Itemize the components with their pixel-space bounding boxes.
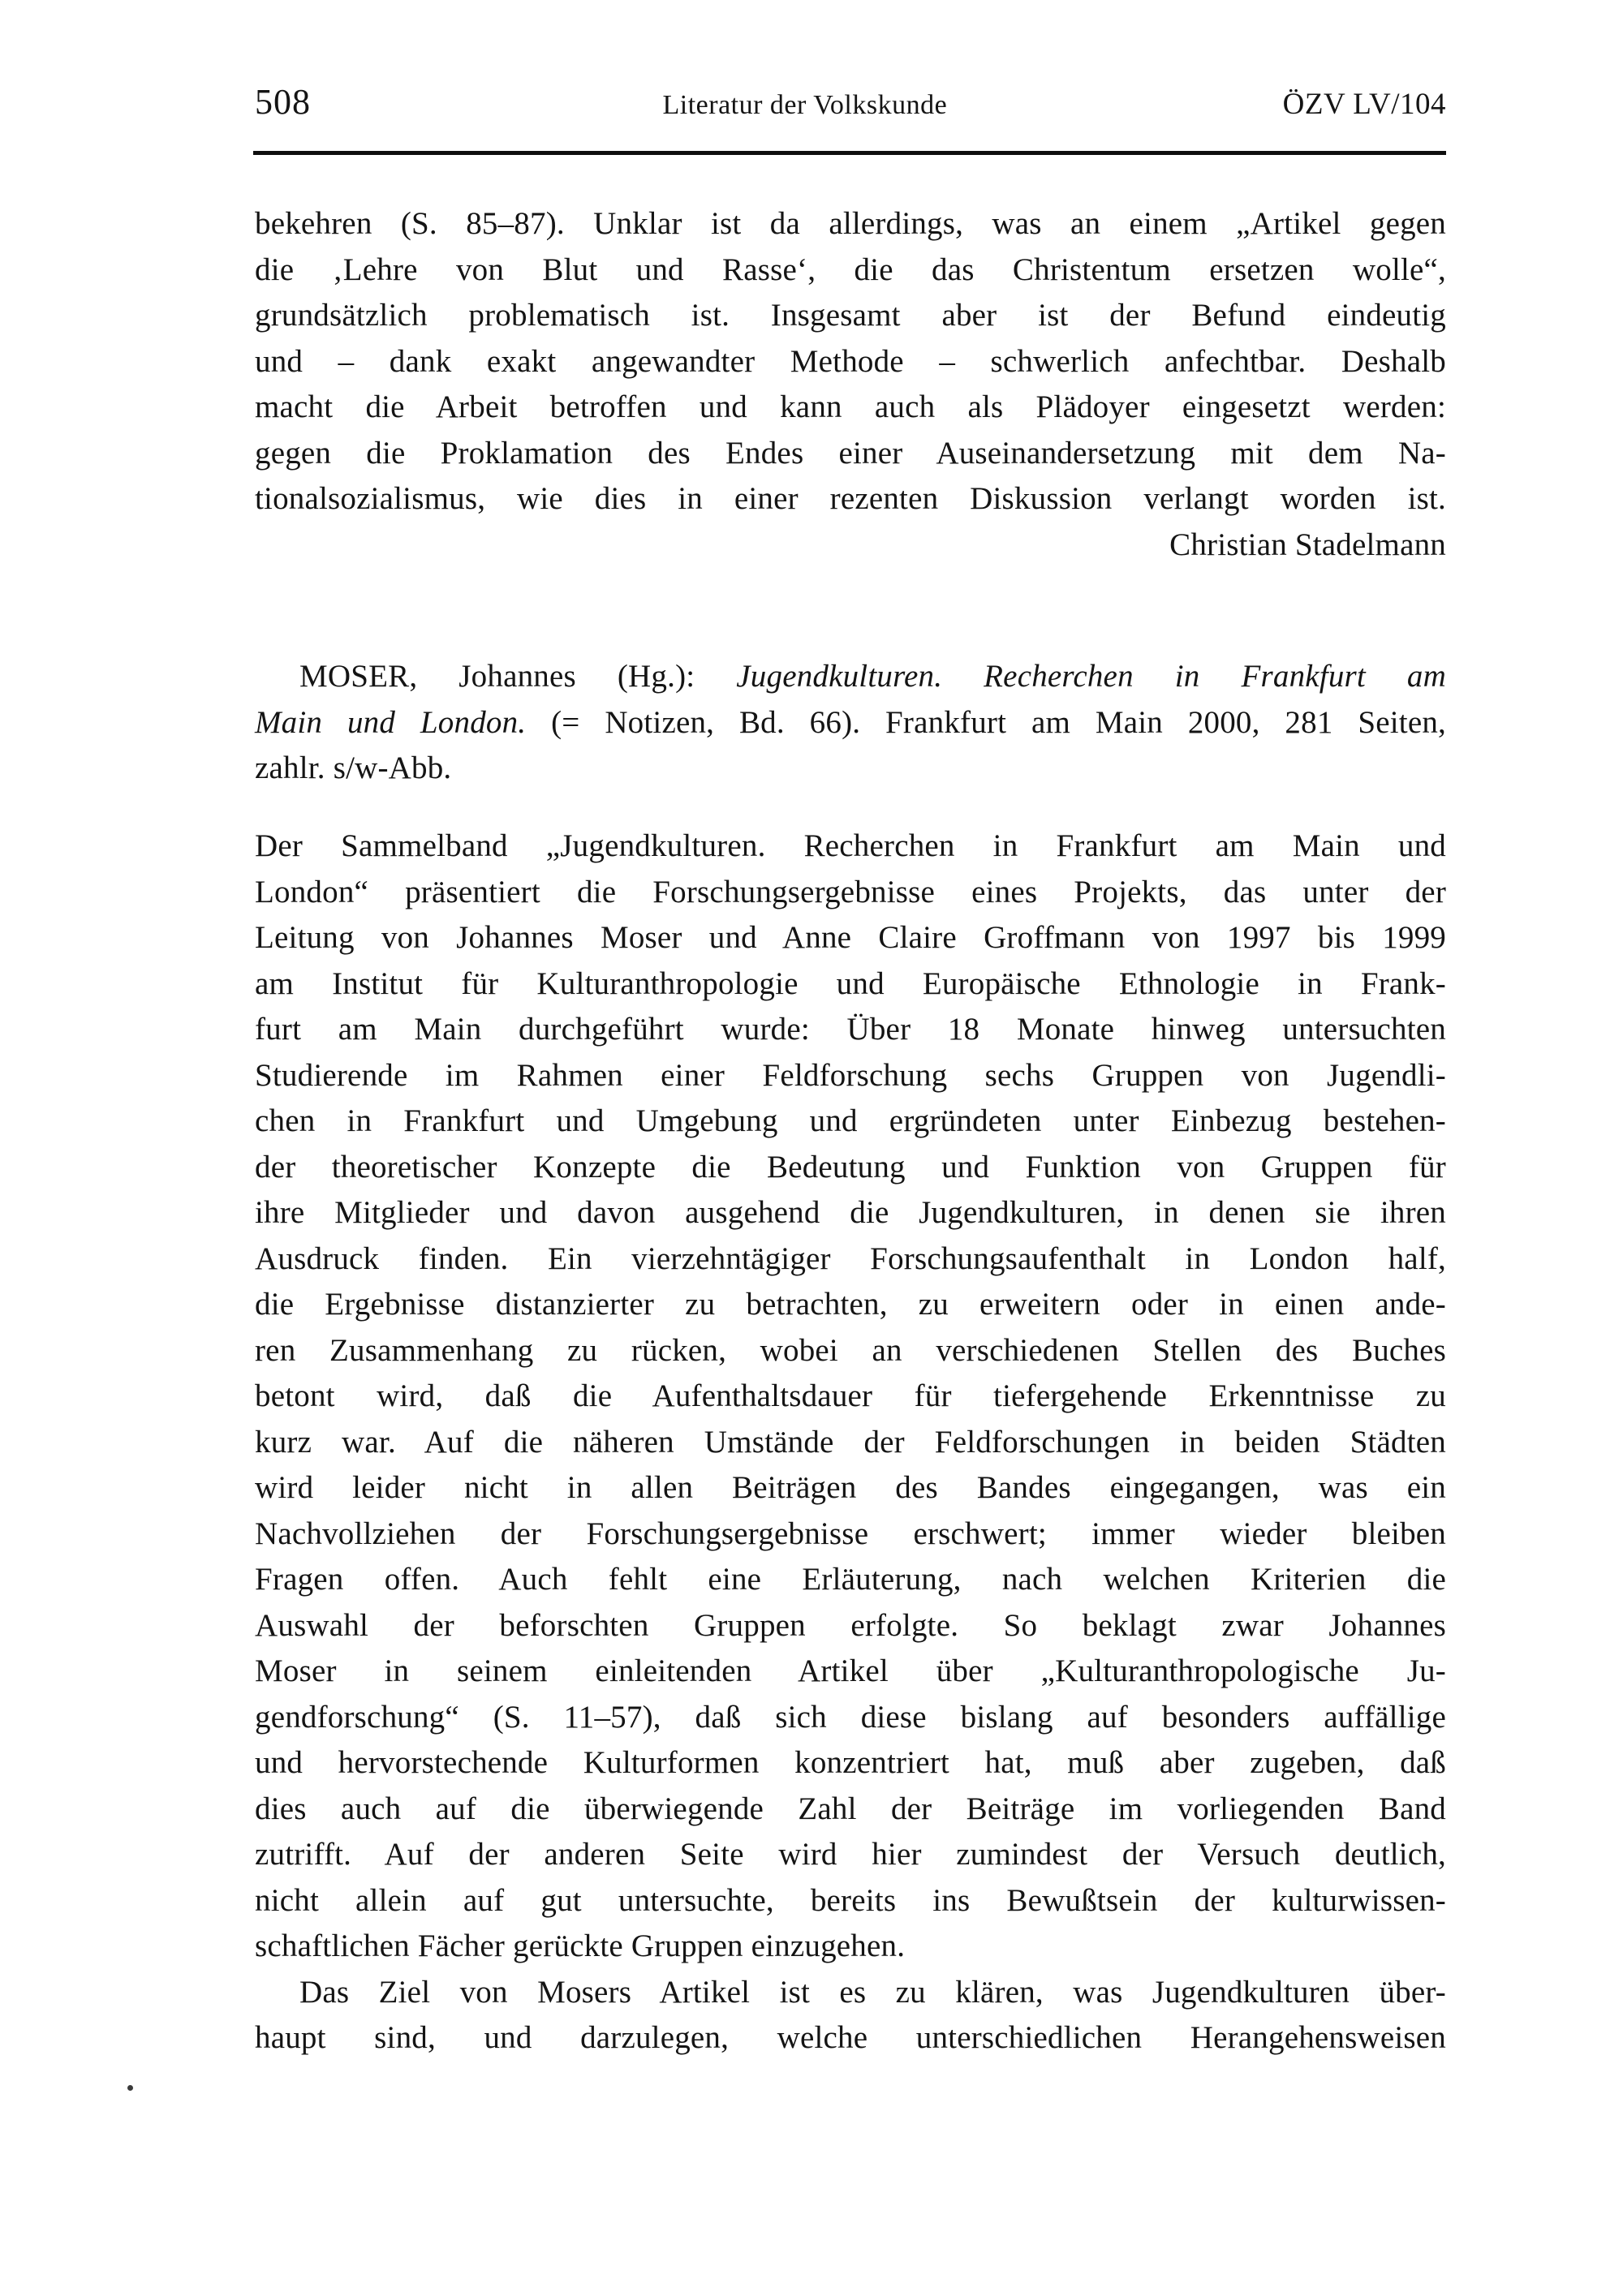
text-line: die ‚Lehre von Blut und Rasse‘, die das Christentum ersetzen wolle“, xyxy=(255,252,1446,287)
review-stadelmann-text xyxy=(255,201,1446,522)
journal-issue: ÖZV LV/104 xyxy=(1282,88,1446,121)
text-line: dies auch auf die überwiegende Zahl der Beiträge im vorliegenden Band xyxy=(255,1791,1446,1826)
text-line: ren Zusammenhang zu rücken, wobei an verschiedenen Stellen des Buches xyxy=(255,1332,1446,1368)
text-line: Der Sammelband „Jugendkulturen. Recherchen in Frankfurt am Main und xyxy=(255,828,1446,863)
review-stadelmann-section xyxy=(255,201,1446,568)
text-line: Auswahl der beforschten Gruppen erfolgte. So beklagt zwar Johannes xyxy=(255,1607,1446,1643)
text-line: wird leider nicht in allen Beiträgen des Bandes eingegangen, was ein xyxy=(255,1470,1446,1505)
text-line: Main und London. (= Notizen, Bd. 66). Frankfurt am Main 2000, 281 Seiten, xyxy=(255,704,1446,740)
text-line: schaftlichen Fächer gerückte Gruppen einzugehen. xyxy=(255,1928,906,1963)
text-line: ihre Mitglieder und davon ausgehend die Jugendkulturen, in denen sie ihren xyxy=(255,1195,1446,1230)
text-line: macht die Arbeit betroffen und kann auch als Plädoyer eingesetzt werden: xyxy=(255,389,1446,424)
text-line: und – dank exakt angewandter Methode – schwerlich anfechtbar. Deshalb xyxy=(255,343,1446,379)
text-line: haupt sind, und darzulegen, welche unterschiedlichen Herangehensweisen xyxy=(255,2020,1446,2055)
text-line: nicht allein auf gut untersuchte, bereits ins Bewußtsein der kulturwissen- xyxy=(255,1882,1446,1918)
review-moser-paragraph-1 xyxy=(255,823,1446,1970)
text-line: furt am Main durchgeführt wurde: Über 18 Monate hinweg untersuchten xyxy=(255,1012,1446,1047)
book-citation-text xyxy=(255,654,1446,792)
text-line: die Ergebnisse distanzierter zu betrachten, zu erweitern oder in einen ande- xyxy=(255,1287,1446,1322)
text-line: der theoretischer Konzepte die Bedeutung und Funktion von Gruppen für xyxy=(255,1149,1446,1185)
text-line: am Institut für Kulturanthropologie und Europäische Ethnologie in Frank- xyxy=(255,965,1446,1001)
review-moser-paragraph-2 xyxy=(255,1970,1446,2062)
text-line: grundsätzlich problematisch ist. Insgesamt aber ist der Befund eindeutig xyxy=(255,298,1446,333)
text-line: Das Ziel von Mosers Artikel ist es zu klären, was Jugendkulturen über- xyxy=(299,1974,1446,2010)
text-line: Ausdruck finden. Ein vierzehntägiger Forschungsaufenthalt in London half, xyxy=(255,1240,1446,1276)
text-line: Nachvollziehen der Forschungsergebnisse erschwert; immer wieder bleiben xyxy=(255,1516,1446,1551)
text-line: Leitung von Johannes Moser und Anne Claire Groffmann von 1997 bis 1999 xyxy=(255,920,1446,955)
text-line: chen in Frankfurt und Umgebung und ergründeten unter Einbezug bestehen- xyxy=(255,1103,1446,1138)
text-line: bekehren (S. 85–87). Unklar ist da allerdings, was an einem „Artikel gegen xyxy=(255,206,1446,241)
text-line: gendforschung“ (S. 11–57), daß sich diese bislang auf besonders auffällige xyxy=(255,1699,1446,1735)
text-line: Fragen offen. Auch fehlt eine Erläuterung, nach welchen Kriterien die xyxy=(255,1562,1446,1597)
text-line: kurz war. Auf die näheren Umstände der Feldforschungen in beiden Städten xyxy=(255,1424,1446,1460)
text-line: Studierende im Rahmen einer Feldforschung sechs Gruppen von Jugendli- xyxy=(255,1057,1446,1093)
text-line: und hervorstechende Kulturformen konzentriert hat, muß aber zugeben, daß xyxy=(255,1745,1446,1780)
review-moser-section xyxy=(255,823,1446,2062)
text-line: tionalsozialismus, wie dies in einer rezenten Diskussion verlangt worden ist. xyxy=(255,481,1446,516)
text-line: London“ präsentiert die Forschungsergebnisse eines Projekts, das unter der xyxy=(255,874,1446,909)
reviewer-signature: Christian Stadelmann xyxy=(1169,527,1446,562)
book-citation xyxy=(255,654,1446,792)
text-line: betont wird, daß die Aufenthaltsdauer für tiefergehende Erkenntnisse zu xyxy=(255,1378,1446,1413)
text-line: zahlr. s/w-Abb. xyxy=(255,750,452,785)
header-rule xyxy=(253,151,1446,155)
running-title: Literatur der Volkskunde xyxy=(662,90,948,120)
text-line: gegen die Proklamation des Endes einer Auseinandersetzung mit dem Na- xyxy=(255,435,1446,471)
page-number: 508 xyxy=(255,82,311,122)
text-line: Moser in seinem einleitenden Artikel über „Kulturanthropologische Ju- xyxy=(255,1653,1446,1688)
text-line: zutrifft. Auf der anderen Seite wird hier zumindest der Versuch deutlich, xyxy=(255,1837,1446,1872)
page-header xyxy=(255,81,1446,123)
text-line: MOSER, Johannes (Hg.): Jugendkulturen. Recherchen in Frankfurt am xyxy=(299,659,1446,694)
scan-speck xyxy=(127,2085,133,2091)
